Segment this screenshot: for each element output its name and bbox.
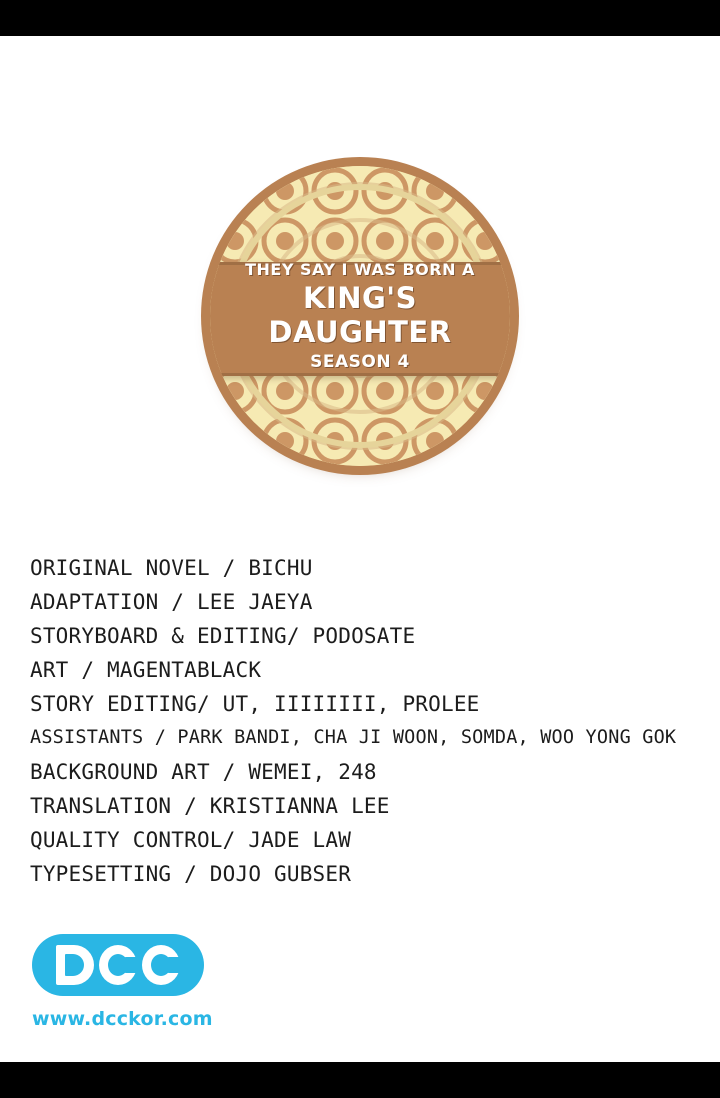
credit-line: STORYBOARD & EDITING/ PODOSATE <box>30 624 416 648</box>
credit-line: ART / MAGENTABLACK <box>30 658 262 682</box>
logo-letter-d <box>56 945 94 985</box>
credit-line: ASSISTANTS / PARK BANDI, CHA JI WOON, SOMDA, WOO YONG GOK <box>30 727 677 748</box>
page-sheet <box>0 36 720 1062</box>
title-line-3: SEASON 4 <box>310 351 410 372</box>
credit-line: QUALITY CONTROL/ JADE LAW <box>30 828 352 852</box>
logo-letter-c2 <box>142 945 180 985</box>
title-text-block <box>210 259 510 372</box>
title-emblem-container <box>0 166 720 506</box>
credit-line: ADAPTATION / LEE JAEYA <box>30 590 313 614</box>
credit-line: TRANSLATION / KRISTIANNA LEE <box>30 794 390 818</box>
logo-letter-c1 <box>99 945 137 985</box>
footer-branding <box>32 934 432 1030</box>
credits-list <box>30 551 690 891</box>
credit-line: TYPESETTING / DOJO GUBSER <box>30 862 352 886</box>
dcc-logo-icon[interactable] <box>32 934 204 996</box>
credit-line: BACKGROUND ART / WEMEI, 248 <box>30 760 377 784</box>
title-line-2: KING'S DAUGHTER <box>268 280 452 349</box>
title-medallion <box>210 166 510 466</box>
credit-line: ORIGINAL NOVEL / BICHU <box>30 556 313 580</box>
credit-line: STORY EDITING/ UT, IIIIIIII, PROLEE <box>30 692 480 716</box>
site-url-link[interactable]: www.dcckor.com <box>32 1008 213 1030</box>
title-line-1: THEY SAY I WAS BORN A <box>245 259 475 279</box>
dcc-logo-letters <box>56 945 180 985</box>
